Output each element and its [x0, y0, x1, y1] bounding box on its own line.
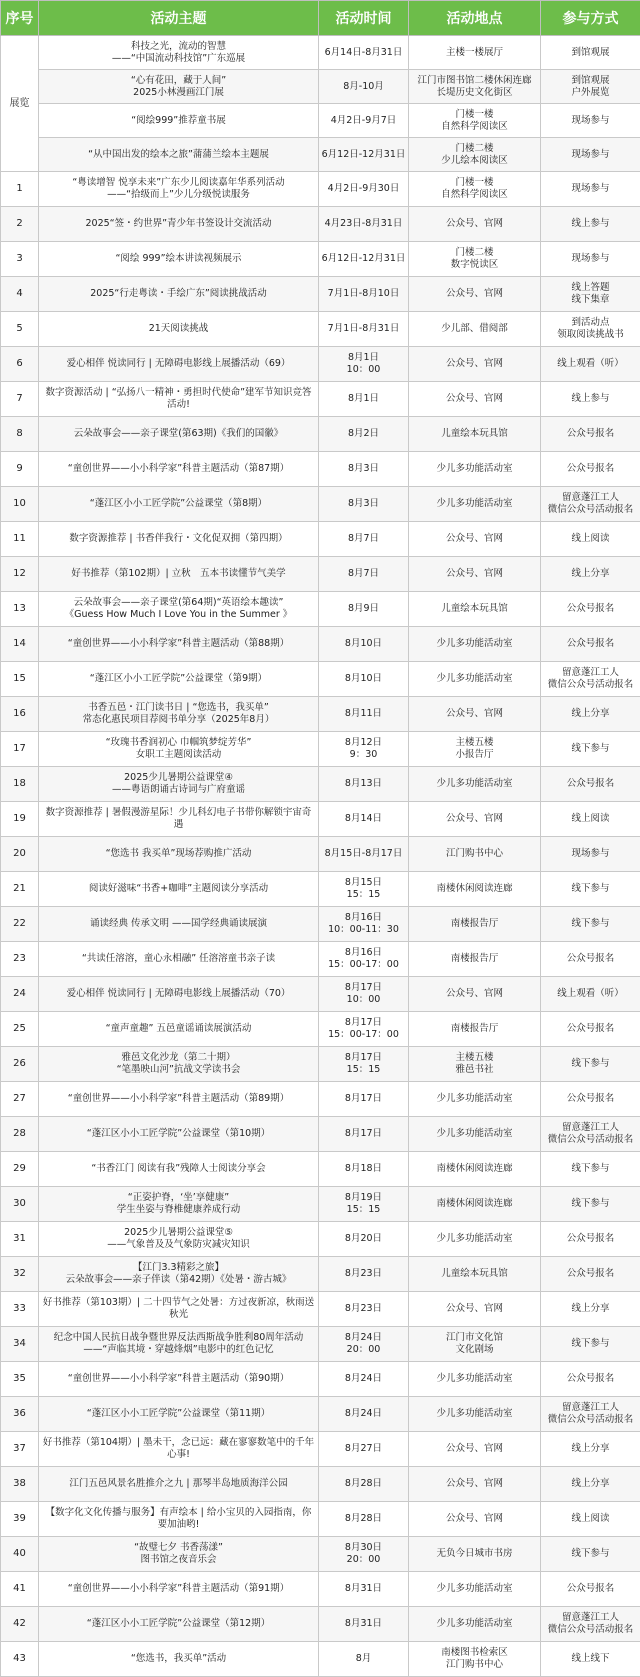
- mode-cell: 线上观看（听）: [541, 977, 640, 1012]
- table-row: [1, 1467, 640, 1502]
- place-cell: 公众号、官网: [409, 382, 541, 417]
- mode-cell: 线上阅读: [541, 1502, 640, 1537]
- place-cell: 少儿多功能活动室: [409, 1222, 541, 1257]
- table-row: [1, 207, 640, 242]
- mode-cell: 公众号报名: [541, 1257, 640, 1292]
- mode-cell: 线下参与: [541, 732, 640, 767]
- mode-cell: 公众号报名: [541, 1222, 640, 1257]
- theme-cell: “心有花田，藏于人间” 2025小林漫画江门展: [39, 70, 319, 104]
- time-cell: 8月1日: [319, 382, 409, 417]
- number-cell: 19: [1, 802, 39, 837]
- place-cell: 公众号、官网: [409, 977, 541, 1012]
- place-cell: 公众号、官网: [409, 802, 541, 837]
- header-number: 序号: [1, 1, 39, 36]
- table-row: [1, 837, 640, 872]
- theme-cell: “书香江门 阅读有我”残障人士阅读分享会: [39, 1152, 319, 1187]
- number-cell: 21: [1, 872, 39, 907]
- time-cell: 4月2日-9月7日: [319, 104, 409, 138]
- place-cell: 公众号、官网: [409, 1292, 541, 1327]
- table-row: [1, 487, 640, 522]
- place-cell: 少儿多功能活动室: [409, 627, 541, 662]
- exhibit-row: [1, 104, 640, 138]
- table-row: [1, 1222, 640, 1257]
- time-cell: 8月27日: [319, 1432, 409, 1467]
- table-row: [1, 1012, 640, 1047]
- table-row: [1, 1642, 640, 1677]
- number-cell: 37: [1, 1432, 39, 1467]
- time-cell: 8月10日: [319, 662, 409, 697]
- table-row: [1, 1572, 640, 1607]
- time-cell: 8月17日: [319, 1082, 409, 1117]
- number-cell: 9: [1, 452, 39, 487]
- time-cell: 8月3日: [319, 487, 409, 522]
- time-cell: 8月17日 15：15: [319, 1047, 409, 1082]
- number-cell: 17: [1, 732, 39, 767]
- place-cell: 南楼报告厅: [409, 907, 541, 942]
- mode-cell: 线上分享: [541, 1292, 640, 1327]
- number-cell: 33: [1, 1292, 39, 1327]
- time-cell: 8月16日 15：00-17：00: [319, 942, 409, 977]
- time-cell: 8月17日: [319, 1117, 409, 1152]
- theme-cell: “故璧七夕 书香荡漾” 图书馆之夜音乐会: [39, 1537, 319, 1572]
- theme-cell: “蓬江区小小工匠学院”公益课堂（第10期）: [39, 1117, 319, 1152]
- table-row: [1, 1327, 640, 1362]
- mode-cell: 现场参与: [541, 242, 640, 277]
- table-row: [1, 347, 640, 382]
- theme-cell: 爱心相伴 悦读同行 | 无障碍电影线上展播活动（70）: [39, 977, 319, 1012]
- theme-cell: “粤读增智 悦享未来”广东少儿阅读嘉年华系列活动 ——“拾级而上”少儿分级悦读服务: [39, 172, 319, 207]
- mode-cell: 到活动点 领取阅读挑战书: [541, 312, 640, 347]
- theme-cell: “童创世界——小小科学家”科普主题活动（第89期）: [39, 1082, 319, 1117]
- table-row: [1, 802, 640, 837]
- exhibit-row: [1, 70, 640, 104]
- mode-cell: 线下参与: [541, 1327, 640, 1362]
- theme-cell: 数字资源活动 | “弘扬八一精神・勇担时代使命”建军节知识竞答活动!: [39, 382, 319, 417]
- exhibit-label-cell: 展览: [1, 36, 39, 172]
- table-row: [1, 697, 640, 732]
- mode-cell: 线下参与: [541, 1187, 640, 1222]
- number-cell: 15: [1, 662, 39, 697]
- mode-cell: 线上分享: [541, 1432, 640, 1467]
- mode-cell: 公众号报名: [541, 592, 640, 627]
- theme-cell: 云朵故事会——亲子课堂(第64期)“英语绘本趣读” 《Guess How Much I Love You in the Summer 》: [39, 592, 319, 627]
- table-row: [1, 592, 640, 627]
- mode-cell: 线上分享: [541, 557, 640, 592]
- time-cell: 8月16日 10：00-11：30: [319, 907, 409, 942]
- theme-cell: 2025“签・约世界”青少年书签设计交流活动: [39, 207, 319, 242]
- table-row: [1, 242, 640, 277]
- table-row: [1, 277, 640, 312]
- place-cell: 无负今日城市书房: [409, 1537, 541, 1572]
- table-row: [1, 1537, 640, 1572]
- number-cell: 27: [1, 1082, 39, 1117]
- mode-cell: 线上参与: [541, 382, 640, 417]
- table-row: [1, 382, 640, 417]
- table-row: [1, 417, 640, 452]
- number-cell: 28: [1, 1117, 39, 1152]
- time-cell: 8月3日: [319, 452, 409, 487]
- time-cell: 8月7日: [319, 522, 409, 557]
- number-cell: 16: [1, 697, 39, 732]
- number-cell: 24: [1, 977, 39, 1012]
- number-cell: 11: [1, 522, 39, 557]
- time-cell: 8月19日 15：15: [319, 1187, 409, 1222]
- number-cell: 14: [1, 627, 39, 662]
- time-cell: 8月24日: [319, 1397, 409, 1432]
- mode-cell: 线上分享: [541, 697, 640, 732]
- table-row: [1, 1047, 640, 1082]
- time-cell: 8月13日: [319, 767, 409, 802]
- place-cell: 门楼一楼 自然科学阅读区: [409, 172, 541, 207]
- time-cell: 8月20日: [319, 1222, 409, 1257]
- table-row: [1, 1362, 640, 1397]
- number-cell: 18: [1, 767, 39, 802]
- table-row: [1, 1292, 640, 1327]
- header-mode: 参与方式: [541, 1, 640, 36]
- mode-cell: 线上阅读: [541, 522, 640, 557]
- place-cell: 公众号、官网: [409, 347, 541, 382]
- place-cell: 少儿多功能活动室: [409, 487, 541, 522]
- place-cell: 公众号、官网: [409, 522, 541, 557]
- place-cell: 公众号、官网: [409, 557, 541, 592]
- table-row: [1, 452, 640, 487]
- place-cell: 南楼报告厅: [409, 1012, 541, 1047]
- table-row: [1, 1397, 640, 1432]
- theme-cell: 爱心相伴 悦读同行 | 无障碍电影线上展播活动（69）: [39, 347, 319, 382]
- place-cell: 公众号、官网: [409, 1502, 541, 1537]
- number-cell: 39: [1, 1502, 39, 1537]
- theme-cell: 数字资源推荐 | 暑假漫游星际！少儿科幻电子书带你解锁宇宙奇遇: [39, 802, 319, 837]
- mode-cell: 线下参与: [541, 907, 640, 942]
- time-cell: 8月15日 15：15: [319, 872, 409, 907]
- theme-cell: 书香五邑・江门读书日 | “您选书，我买单” 常态化惠民项目荐阅书单分享（2025年8月）: [39, 697, 319, 732]
- theme-cell: “正姿护脊，‘坐’享健康” 学生坐姿与脊椎健康养成行动: [39, 1187, 319, 1222]
- mode-cell: 线下参与: [541, 872, 640, 907]
- place-cell: 公众号、官网: [409, 1432, 541, 1467]
- place-cell: 主楼一楼展厅: [409, 36, 541, 70]
- exhibit-row: [1, 36, 640, 70]
- time-cell: 8月24日 20：00: [319, 1327, 409, 1362]
- mode-cell: 公众号报名: [541, 942, 640, 977]
- number-cell: 10: [1, 487, 39, 522]
- mode-cell: 公众号报名: [541, 627, 640, 662]
- table-row: [1, 522, 640, 557]
- mode-cell: 到馆观展 户外展览: [541, 70, 640, 104]
- mode-cell: 公众号报名: [541, 1012, 640, 1047]
- place-cell: 门楼一楼 自然科学阅读区: [409, 104, 541, 138]
- theme-cell: 好书推荐（第102期）| 立秋 五本书读懂节气美学: [39, 557, 319, 592]
- time-cell: 8月28日: [319, 1467, 409, 1502]
- table-row: [1, 1152, 640, 1187]
- table-row: [1, 557, 640, 592]
- theme-cell: “童声童趣” 五邑童谣诵读展演活动: [39, 1012, 319, 1047]
- place-cell: 儿童绘本玩具馆: [409, 592, 541, 627]
- time-cell: 8月9日: [319, 592, 409, 627]
- mode-cell: 留意蓬江工人 微信公众号活动报名: [541, 1397, 640, 1432]
- place-cell: 门楼二楼 少儿绘本阅读区: [409, 138, 541, 172]
- table-row: [1, 1607, 640, 1642]
- theme-cell: “玫瑰书香润初心 巾帼筑梦绽芳华” 女职工主题阅读活动: [39, 732, 319, 767]
- mode-cell: 留意蓬江工人 微信公众号活动报名: [541, 487, 640, 522]
- mode-cell: 公众号报名: [541, 1082, 640, 1117]
- number-cell: 22: [1, 907, 39, 942]
- theme-cell: “阅绘999”推荐童书展: [39, 104, 319, 138]
- time-cell: 8月7日: [319, 557, 409, 592]
- number-cell: 25: [1, 1012, 39, 1047]
- time-cell: 4月23日-8月31日: [319, 207, 409, 242]
- mode-cell: 线上观看（听）: [541, 347, 640, 382]
- place-cell: 少儿多功能活动室: [409, 767, 541, 802]
- number-cell: 5: [1, 312, 39, 347]
- place-cell: 少儿多功能活动室: [409, 1572, 541, 1607]
- place-cell: 少儿多功能活动室: [409, 452, 541, 487]
- number-cell: 31: [1, 1222, 39, 1257]
- time-cell: 8月18日: [319, 1152, 409, 1187]
- mode-cell: 现场参与: [541, 138, 640, 172]
- theme-cell: “童创世界——小小科学家”科普主题活动（第88期）: [39, 627, 319, 662]
- place-cell: 少儿多功能活动室: [409, 662, 541, 697]
- time-cell: 8月30日 20：00: [319, 1537, 409, 1572]
- theme-cell: 诵读经典 传承文明 ——国学经典诵读展演: [39, 907, 319, 942]
- mode-cell: 线上分享: [541, 1467, 640, 1502]
- table-row: [1, 872, 640, 907]
- time-cell: 8月31日: [319, 1572, 409, 1607]
- mode-cell: 留意蓬江工人 微信公众号活动报名: [541, 662, 640, 697]
- place-cell: 南楼休闲阅读连廊: [409, 872, 541, 907]
- mode-cell: 公众号报名: [541, 1362, 640, 1397]
- theme-cell: “蓬江区小小工匠学院”公益课堂（第12期）: [39, 1607, 319, 1642]
- mode-cell: 线上线下: [541, 1642, 640, 1677]
- number-cell: 36: [1, 1397, 39, 1432]
- table-row: [1, 767, 640, 802]
- time-cell: 8月23日: [319, 1257, 409, 1292]
- table-body: [1, 36, 640, 1677]
- number-cell: 29: [1, 1152, 39, 1187]
- place-cell: 公众号、官网: [409, 1467, 541, 1502]
- table-row: [1, 1082, 640, 1117]
- theme-cell: 雅邑文化沙龙（第二十期） “笔墨映山河”抗战文学读书会: [39, 1047, 319, 1082]
- table-row: [1, 1187, 640, 1222]
- number-cell: 35: [1, 1362, 39, 1397]
- table-row: [1, 662, 640, 697]
- number-cell: 34: [1, 1327, 39, 1362]
- theme-cell: “您选书，我买单”活动: [39, 1642, 319, 1677]
- theme-cell: 好书推荐（第103期）| 二十四节气之处暑：方过夜新凉，秋雨送秋光: [39, 1292, 319, 1327]
- table-row: [1, 942, 640, 977]
- time-cell: 8月23日: [319, 1292, 409, 1327]
- number-cell: 13: [1, 592, 39, 627]
- time-cell: 8月11日: [319, 697, 409, 732]
- place-cell: 南楼休闲阅读连廊: [409, 1187, 541, 1222]
- place-cell: 少儿多功能活动室: [409, 1362, 541, 1397]
- header-time: 活动时间: [319, 1, 409, 36]
- theme-cell: “您选书 我买单”现场荐购推广活动: [39, 837, 319, 872]
- time-cell: 8月10日: [319, 627, 409, 662]
- place-cell: 南楼报告厅: [409, 942, 541, 977]
- number-cell: 7: [1, 382, 39, 417]
- theme-cell: “阅绘 999”绘本讲读视频展示: [39, 242, 319, 277]
- time-cell: 6月12日-12月31日: [319, 138, 409, 172]
- time-cell: 8月17日 15：00-17：00: [319, 1012, 409, 1047]
- theme-cell: 江门五邑风景名胜推介之九 | 那琴半岛地质海洋公园: [39, 1467, 319, 1502]
- place-cell: 少儿多功能活动室: [409, 1397, 541, 1432]
- time-cell: 8月15日-8月17日: [319, 837, 409, 872]
- number-cell: 2: [1, 207, 39, 242]
- table-row: [1, 732, 640, 767]
- place-cell: 南楼图书检索区 江门购书中心: [409, 1642, 541, 1677]
- theme-cell: 【江门3.3精彩之旅】 云朵故事会——亲子伴读（第42期）《处暑・游古城》: [39, 1257, 319, 1292]
- table-row: [1, 907, 640, 942]
- time-cell: 6月14日-8月31日: [319, 36, 409, 70]
- mode-cell: 线上阅读: [541, 802, 640, 837]
- mode-cell: 公众号报名: [541, 417, 640, 452]
- time-cell: 8月28日: [319, 1502, 409, 1537]
- time-cell: 8月12日 9：30: [319, 732, 409, 767]
- number-cell: 26: [1, 1047, 39, 1082]
- theme-cell: “蓬江区小小工匠学院”公益课堂（第11期）: [39, 1397, 319, 1432]
- time-cell: 8月2日: [319, 417, 409, 452]
- theme-cell: 好书推荐（第104期）| 墨未干，念已远：藏在寥寥数笔中的千年心事!: [39, 1432, 319, 1467]
- theme-cell: 阅读好滋味“书香+咖啡”主题阅读分享活动: [39, 872, 319, 907]
- mode-cell: 留意蓬江工人 微信公众号活动报名: [541, 1117, 640, 1152]
- mode-cell: 线上参与: [541, 207, 640, 242]
- place-cell: 主楼五楼 雅邑书社: [409, 1047, 541, 1082]
- number-cell: 32: [1, 1257, 39, 1292]
- theme-cell: “童创世界——小小科学家”科普主题活动（第87期）: [39, 452, 319, 487]
- number-cell: 4: [1, 277, 39, 312]
- theme-cell: 数字资源推荐 | 书香伴我行・文化促双拥（第四期）: [39, 522, 319, 557]
- table-row: [1, 1502, 640, 1537]
- table-row: [1, 312, 640, 347]
- time-cell: 6月12日-12月31日: [319, 242, 409, 277]
- table-row: [1, 172, 640, 207]
- mode-cell: 现场参与: [541, 104, 640, 138]
- header-theme: 活动主题: [39, 1, 319, 36]
- time-cell: 8月24日: [319, 1362, 409, 1397]
- mode-cell: 线上答题 线下集章: [541, 277, 640, 312]
- place-cell: 公众号、官网: [409, 207, 541, 242]
- theme-cell: 21天阅读挑战: [39, 312, 319, 347]
- theme-cell: 2025少儿暑期公益课堂⑤ ——气象普及及气象防灾减灾知识: [39, 1222, 319, 1257]
- mode-cell: 到馆观展: [541, 36, 640, 70]
- number-cell: 12: [1, 557, 39, 592]
- theme-cell: 2025“行走粤读・手绘广东”阅读挑战活动: [39, 277, 319, 312]
- number-cell: 40: [1, 1537, 39, 1572]
- mode-cell: 公众号报名: [541, 1572, 640, 1607]
- place-cell: 公众号、官网: [409, 697, 541, 732]
- theme-cell: “从中国出发的绘本之旅”蒲蒲兰绘本主题展: [39, 138, 319, 172]
- theme-cell: 【数字化文化传播与服务】有声绘本 | 给小宝贝的入园指南，你要加油哟!: [39, 1502, 319, 1537]
- time-cell: 7月1日-8月10日: [319, 277, 409, 312]
- header-row: [1, 1, 640, 36]
- theme-cell: “蓬江区小小工匠学院”公益课堂（第8期）: [39, 487, 319, 522]
- theme-cell: 2025少儿暑期公益课堂④ ——粤语朗诵古诗词与广府童谣: [39, 767, 319, 802]
- mode-cell: 现场参与: [541, 837, 640, 872]
- table-row: [1, 1257, 640, 1292]
- number-cell: 23: [1, 942, 39, 977]
- number-cell: 6: [1, 347, 39, 382]
- number-cell: 43: [1, 1642, 39, 1677]
- theme-cell: “共读任溶溶，童心永相融” 任溶溶童书亲子读: [39, 942, 319, 977]
- place-cell: 公众号、官网: [409, 277, 541, 312]
- mode-cell: 线下参与: [541, 1537, 640, 1572]
- time-cell: 8月17日 10：00: [319, 977, 409, 1012]
- number-cell: 38: [1, 1467, 39, 1502]
- place-cell: 儿童绘本玩具馆: [409, 1257, 541, 1292]
- mode-cell: 现场参与: [541, 172, 640, 207]
- place-cell: 少儿多功能活动室: [409, 1117, 541, 1152]
- place-cell: 门楼二楼 数字悦读区: [409, 242, 541, 277]
- theme-cell: “童创世界——小小科学家”科普主题活动（第90期）: [39, 1362, 319, 1397]
- number-cell: 30: [1, 1187, 39, 1222]
- place-cell: 儿童绘本玩具馆: [409, 417, 541, 452]
- table-row: [1, 627, 640, 662]
- mode-cell: 线下参与: [541, 1152, 640, 1187]
- time-cell: 8月: [319, 1642, 409, 1677]
- time-cell: 4月2日-9月30日: [319, 172, 409, 207]
- theme-cell: “童创世界——小小科学家”科普主题活动（第91期）: [39, 1572, 319, 1607]
- header-place: 活动地点: [409, 1, 541, 36]
- time-cell: 8月-10月: [319, 70, 409, 104]
- place-cell: 主楼五楼 小报告厅: [409, 732, 541, 767]
- place-cell: 少儿多功能活动室: [409, 1607, 541, 1642]
- place-cell: 少儿部、借阅部: [409, 312, 541, 347]
- number-cell: 8: [1, 417, 39, 452]
- mode-cell: 线下参与: [541, 1047, 640, 1082]
- theme-cell: 科技之光，流动的智慧 ——“中国流动科技馆”广东巡展: [39, 36, 319, 70]
- table-row: [1, 1432, 640, 1467]
- place-cell: 少儿多功能活动室: [409, 1082, 541, 1117]
- theme-cell: 云朵故事会——亲子课堂(第63期)《我们的国徽》: [39, 417, 319, 452]
- mode-cell: 公众号报名: [541, 452, 640, 487]
- exhibit-row: [1, 138, 640, 172]
- table-row: [1, 977, 640, 1012]
- place-cell: 江门市文化馆 文化剧场: [409, 1327, 541, 1362]
- theme-cell: 纪念中国人民抗日战争暨世界反法西斯战争胜利80周年活动——“声临其境・穿越烽烟”电影中的红色记忆: [39, 1327, 319, 1362]
- number-cell: 42: [1, 1607, 39, 1642]
- mode-cell: 留意蓬江工人 微信公众号活动报名: [541, 1607, 640, 1642]
- number-cell: 20: [1, 837, 39, 872]
- mode-cell: 公众号报名: [541, 767, 640, 802]
- time-cell: 7月1日-8月31日: [319, 312, 409, 347]
- place-cell: 南楼休闲阅读连廊: [409, 1152, 541, 1187]
- place-cell: 江门市图书馆二楼休闲连廊 长堤历史文化街区: [409, 70, 541, 104]
- number-cell: 1: [1, 172, 39, 207]
- theme-cell: “蓬江区小小工匠学院”公益课堂（第9期）: [39, 662, 319, 697]
- table-row: [1, 1117, 640, 1152]
- number-cell: 3: [1, 242, 39, 277]
- number-cell: 41: [1, 1572, 39, 1607]
- time-cell: 8月14日: [319, 802, 409, 837]
- place-cell: 江门购书中心: [409, 837, 541, 872]
- time-cell: 8月31日: [319, 1607, 409, 1642]
- time-cell: 8月1日 10：00: [319, 347, 409, 382]
